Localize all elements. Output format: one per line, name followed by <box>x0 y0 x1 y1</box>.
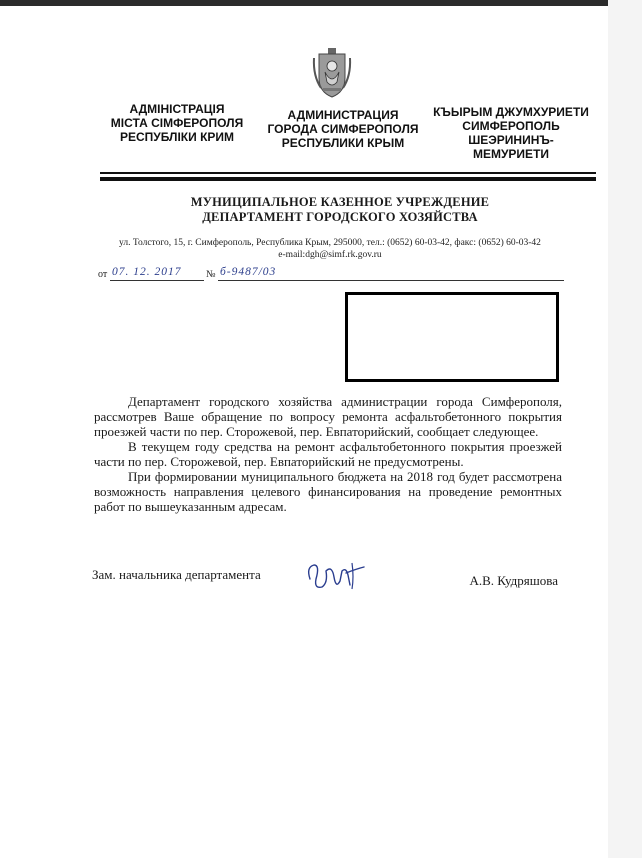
body-paragraph: Департамент городского хозяйства администрации города Симферополя, рассмотрев Ваше обращение по вопросу ремонта асфальтобетонного покрытия проезжей части по пер. Сторожевой, пер. Евпаторийский, сообщает следующее. <box>94 394 562 439</box>
crimea-emblem-icon <box>311 48 353 98</box>
body-paragraph: При формировании муниципального бюджета на 2018 год будет рассмотрена возможность направления целевого финансирования на проведение ремонтных работ по вышеуказанным адресам. <box>94 469 562 514</box>
header-russian: АДМИНИСТРАЦИЯ ГОРОДА СИМФЕРОПОЛЯ РЕСПУБЛИКИ КРЫМ <box>267 108 419 150</box>
signer-position: Зам. начальника департамента <box>92 567 261 582</box>
header-rule-thick <box>100 177 596 181</box>
date-underline <box>110 280 204 281</box>
reference-number: б-9487/03 <box>220 266 277 278</box>
signer-name: А.В. Кудряшова <box>469 573 558 588</box>
organization-address: ул. Толстого, 15, г. Симферополь, Республика Крым, 295000, тел.: (0652) 60-03-42, факс: (0652) 60-03-42 e-mail:dgh@simf.rk.gov.ru <box>119 238 541 260</box>
number-label: № <box>206 269 216 280</box>
redacted-recipient-box <box>345 292 559 382</box>
reference-line <box>98 268 568 284</box>
from-label: от <box>98 269 108 280</box>
header-rule-thin <box>100 172 596 174</box>
letter-body <box>94 394 562 514</box>
body-paragraph: В текущем году средства на ремонт асфальтобетонного покрытия проезжей части по пер. Сторожевой, пер. Евпаторийский не предусмотрены. <box>94 439 562 469</box>
number-underline <box>218 280 564 281</box>
handwritten-signature <box>302 559 372 595</box>
header-ukrainian: АДМІНІСТРАЦІЯ МІСТА СІМФЕРОПОЛЯ РЕСПУБЛІКИ КРИМ <box>110 102 244 144</box>
page-margin <box>608 0 642 858</box>
organization-name: МУНИЦИПАЛЬНОЕ КАЗЕННОЕ УЧРЕЖДЕНИЕ ДЕПАРТАМЕНТ ГОРОДСКОГО ХОЗЯЙСТВА <box>190 195 490 224</box>
signature-block <box>92 565 562 605</box>
header-crimean-tatar: КЪЫРЫМ ДЖУМХУРИЕТИ СИМФЕРОПОЛЬ ШЕЭРИНИНЪ- МЕМУРИЕТИ <box>433 105 589 161</box>
reference-date: 07. 12. 2017 <box>112 266 182 278</box>
